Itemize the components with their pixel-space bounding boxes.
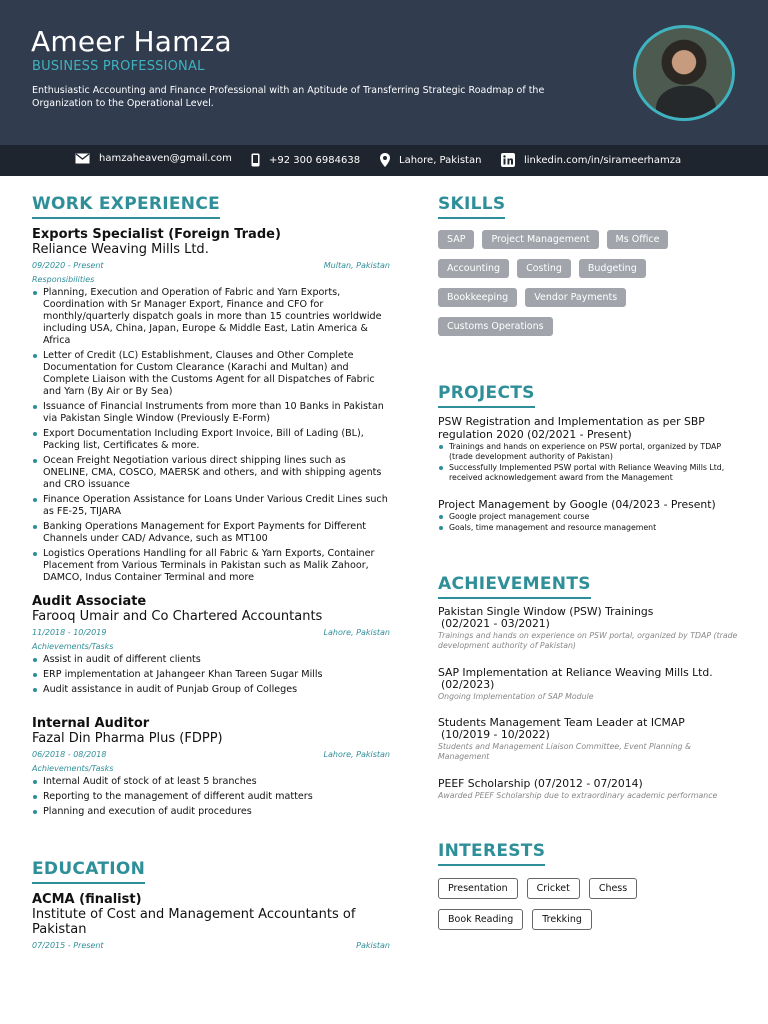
job-meta	[32, 260, 390, 271]
achievement-desc: Trainings and hands on experience on PSW portal, organized by TDAP (trade development authority of Pakistan)	[438, 631, 738, 650]
achievement-desc: Students and Management Liaison Committee, Event Planning & Management	[438, 742, 692, 761]
achievement-dates: (02/2021 - 03/2021)	[441, 617, 550, 630]
location-pin-icon	[380, 153, 390, 167]
job-title: Audit Associate	[32, 594, 147, 609]
list-item: Google project management course	[438, 512, 738, 522]
interest-tag: Chess	[589, 878, 637, 899]
job-bullets	[32, 654, 390, 696]
job-label: Achievements/Tasks	[32, 642, 114, 651]
email-icon	[75, 153, 90, 164]
education-dates: 07/2015 - Present	[32, 941, 104, 950]
skill-tag: SAP	[438, 230, 474, 249]
list-item: Audit assistance in audit of Punjab Group of Colleges	[32, 684, 390, 696]
list-item: Issuance of Financial Instruments from more than 10 Banks in Pakistan via Pakistan Single Window (Previously E-Form)	[32, 401, 390, 425]
education-location: Pakistan	[356, 941, 390, 950]
job-dates: 09/2020 - Present	[32, 261, 104, 270]
skill-tag: Budgeting	[579, 259, 646, 278]
section-skills: SKILLS	[438, 194, 505, 219]
contact-linkedin[interactable]	[501, 153, 681, 167]
list-item: Internal Audit of stock of at least 5 branches	[32, 776, 390, 788]
contact-phone[interactable]	[251, 153, 360, 167]
achievement-dates: (10/2019 - 10/2022)	[441, 728, 550, 741]
email-text: hamzaheaven@gmail.com	[99, 153, 232, 164]
job-entry	[32, 716, 390, 821]
job-location: Multan, Pakistan	[323, 261, 390, 270]
job-company: Reliance Weaving Mills Ltd.	[32, 242, 209, 257]
section-education: EDUCATION	[32, 859, 145, 884]
achievement-desc: Awarded PEEF Scholarship due to extraordinary academic performance	[438, 791, 718, 800]
linkedin-icon	[501, 153, 515, 167]
contact-location	[380, 153, 481, 167]
achievement-desc: Ongoing Implementation of SAP Module	[438, 692, 594, 701]
section-projects: PROJECTS	[438, 383, 535, 408]
skills-list	[438, 230, 738, 346]
skill-tag: Costing	[517, 259, 571, 278]
achievement-title: PEEF Scholarship (07/2012 - 07/2014)	[438, 777, 643, 790]
list-item: Assist in audit of different clients	[32, 654, 390, 666]
job-label: Responsibilities	[32, 275, 95, 284]
job-label: Achievements/Tasks	[32, 764, 114, 773]
list-item: Export Documentation Including Export Invoice, Bill of Lading (BL), Packing list, Certificates & more.	[32, 428, 390, 452]
phone-text: +92 300 6984638	[269, 154, 361, 166]
education-meta	[32, 940, 390, 951]
project-entry	[438, 415, 738, 484]
skill-tag: Ms Office	[607, 230, 669, 249]
job-title: Exports Specialist (Foreign Trade)	[32, 227, 281, 242]
project-bullets	[438, 512, 738, 533]
job-company: Fazal Din Pharma Plus (FDPP)	[32, 731, 223, 746]
job-bullets	[32, 776, 390, 818]
list-item: Successfully Implemented PSW portal with Reliance Weaving Mills Ltd, received acknowledgement award from the Management	[438, 463, 738, 483]
achievement-entry	[438, 778, 738, 801]
phone-icon	[251, 153, 260, 167]
list-item: Reporting to the management of different audit matters	[32, 791, 390, 803]
candidate-subtitle: BUSINESS PROFESSIONAL	[32, 59, 205, 74]
skill-tag: Bookkeeping	[438, 288, 517, 307]
achievement-entry	[438, 606, 738, 651]
list-item: Ocean Freight Negotiation various direct shipping lines such as ONELINE, CMA, COSCO, MAERSK and others, and with shipping agents and CRO issuance	[32, 455, 390, 491]
achievement-entry	[438, 717, 738, 762]
job-bullets	[32, 287, 390, 584]
list-item: Planning, Execution and Operation of Fabric and Yarn Exports, Coordination with Sr Manager Export, Finance and CFO for monthly/quarterly dispatch goals in more than 15 countries worldwide including USA, China, Japan, Europe & Middle East, Latin America & Africa	[32, 287, 390, 347]
project-title: Project Management by Google (04/2023 - Present)	[438, 498, 716, 511]
profile-photo	[633, 25, 735, 121]
contact-email[interactable]	[75, 153, 232, 164]
section-achievements: ACHIEVEMENTS	[438, 574, 591, 599]
section-interests: INTERESTS	[438, 841, 545, 866]
achievement-title: SAP Implementation at Reliance Weaving Mills Ltd.	[438, 666, 713, 679]
project-title: PSW Registration and Implementation as per SBP regulation 2020 (02/2021 - Present)	[438, 415, 705, 441]
education-institute: Institute of Cost and Management Accountants of Pakistan	[32, 907, 356, 937]
section-work-experience: WORK EXPERIENCE	[32, 194, 220, 219]
skill-tag: Project Management	[482, 230, 598, 249]
candidate-summary: Enthusiastic Accounting and Finance Professional with an Aptitude of Transferring Strategic Roadmap of the Organization to the Operational Level.	[32, 85, 545, 109]
list-item: Finance Operation Assistance for Loans Under Various Credit Lines such as FE-25, TIJARA	[32, 494, 390, 518]
list-item: Logistics Operations Handling for all Fabric & Yarn Exports, Container Placement from Various Terminals in Pakistan such as Malik Zahoor, DAMCO, Indus Container Terminal and more	[32, 548, 390, 584]
interest-tag: Cricket	[527, 878, 580, 899]
achievement-title: Students Management Team Leader at ICMAP	[438, 716, 685, 729]
interest-tag: Trekking	[532, 909, 592, 930]
achievement-dates: (02/2023)	[441, 678, 495, 691]
job-meta	[32, 749, 390, 760]
linkedin-text: linkedin.com/in/sirameerhamza	[524, 154, 682, 166]
job-location: Lahore, Pakistan	[323, 750, 390, 759]
list-item: Planning and execution of audit procedures	[32, 806, 390, 818]
list-item: Trainings and hands on experience on PSW portal, organized by TDAP (trade development authority of Pakistan)	[438, 442, 738, 462]
education-entry	[32, 892, 390, 951]
location-text: Lahore, Pakistan	[399, 154, 482, 166]
list-item: Banking Operations Management for Export Payments for Different Channels under CAD/ Advance, such as MT100	[32, 521, 390, 545]
job-meta	[32, 627, 390, 638]
job-company: Farooq Umair and Co Chartered Accountants	[32, 609, 323, 624]
candidate-name: Ameer Hamza	[31, 25, 232, 58]
job-dates: 11/2018 - 10/2019	[32, 628, 107, 637]
project-entry	[438, 498, 738, 534]
interest-tag: Presentation	[438, 878, 518, 899]
achievement-entry	[438, 667, 738, 702]
interest-tag: Book Reading	[438, 909, 523, 930]
education-degree: ACMA (finalist)	[32, 892, 142, 907]
resume-header	[0, 0, 768, 145]
list-item: Goals, time management and resource management	[438, 523, 738, 533]
skill-tag: Vendor Payments	[525, 288, 626, 307]
job-entry	[32, 227, 390, 587]
achievement-title: Pakistan Single Window (PSW) Trainings	[438, 605, 654, 618]
job-location: Lahore, Pakistan	[323, 628, 390, 637]
list-item: Letter of Credit (LC) Establishment, Clauses and Other Complete Documentation for Custom Clearance (Karachi and Multan) and Complete Liaison with the Customs Agent for all Dispatches of Fabric and Yarn (By Air or By Sea)	[32, 350, 390, 398]
interests-list	[438, 878, 738, 940]
job-dates: 06/2018 - 08/2018	[32, 750, 107, 759]
skill-tag: Accounting	[438, 259, 509, 278]
job-title: Internal Auditor	[32, 716, 150, 731]
list-item: ERP implementation at Jahangeer Khan Tareen Sugar Mills	[32, 669, 390, 681]
job-entry	[32, 594, 390, 699]
project-bullets	[438, 442, 738, 483]
skill-tag: Customs Operations	[438, 317, 553, 336]
contact-bar	[0, 145, 768, 176]
